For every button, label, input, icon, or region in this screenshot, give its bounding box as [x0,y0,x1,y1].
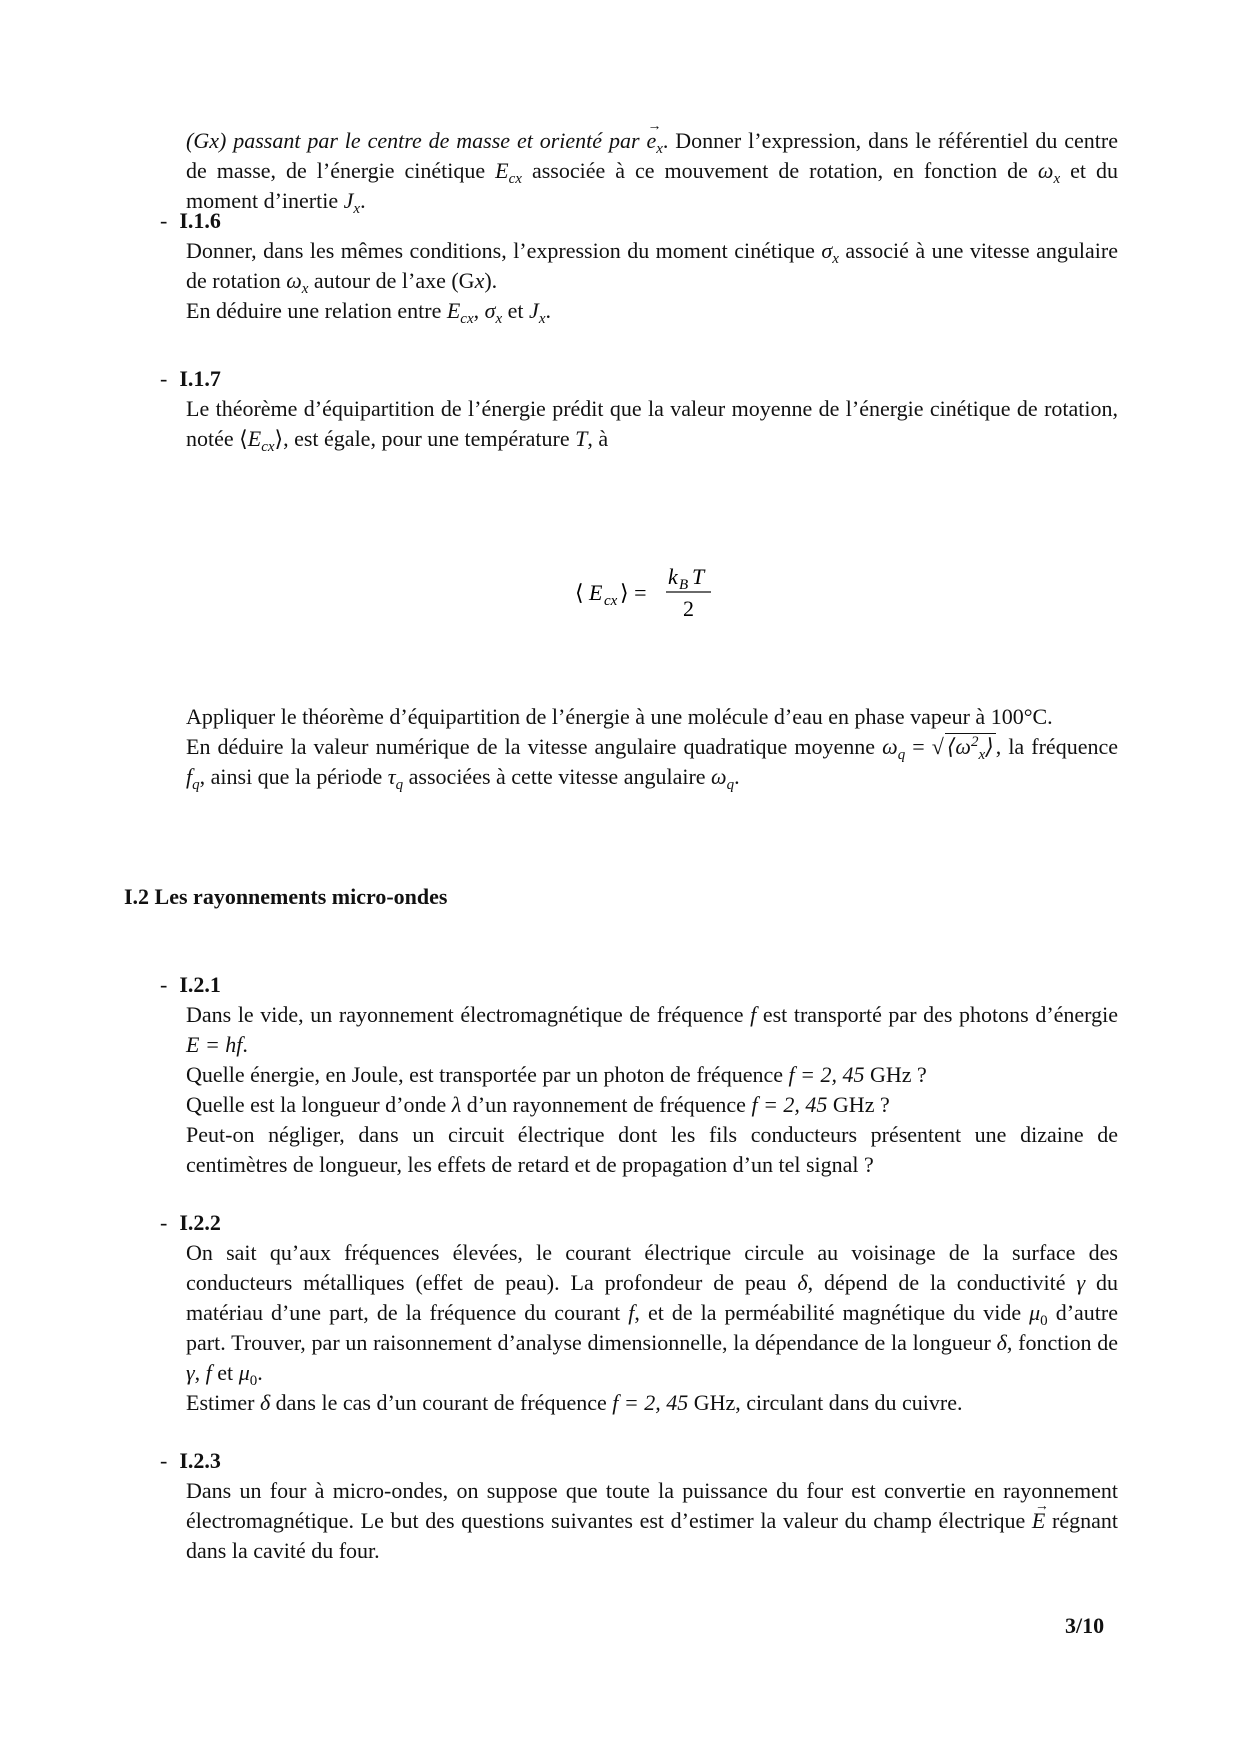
text-run: est transporté par des photons d’énergie [756,1002,1118,1027]
equation-svg [0,548,1240,628]
math-symbol: E [446,298,461,323]
text-run: , fonction de [1006,1330,1118,1355]
question-body-i-2-2 [186,1238,1118,1418]
text-run: Quelle est la longueur d’onde [186,1092,452,1117]
equation-lhs-sub: cx [604,593,618,609]
subscript: cx [460,311,474,327]
text-run: , ainsi que la période [199,764,388,789]
text-run: ⟩, est égale, pour une température [274,426,576,451]
paragraph: Peut-on négliger, dans un circuit électrique dont les fils conducteurs présentent une dizaine de centimètres de longueur, les effets de retard et de propagation d’un tel signal ? [186,1122,1118,1177]
math-symbol: ω [711,764,727,789]
text-run: , [473,298,485,323]
superscript: 2 [970,734,979,750]
text-run: Estimer [186,1390,260,1415]
math-symbol: T [575,426,588,451]
equation-lhs-e: E [589,580,603,605]
text-run: , [194,1360,206,1385]
text-run: GHz, circulant dans du cuivre. [688,1390,963,1415]
text-run: (Gx) passant par le centre de masse et orienté par [186,128,647,153]
math-symbol: f [628,1300,635,1325]
text-run: du matériau d’une part, de la fréquence du courant [186,1270,1119,1325]
math-symbol: J [343,188,354,213]
subscript: cx [261,439,275,455]
list-dash: - [160,208,168,233]
math-symbol: ⟨ω [946,734,971,759]
subscript: q [192,777,200,793]
text-run: et [211,1360,239,1385]
question-label: I.1.6 [179,208,221,233]
text-run: dans le cas d’un courant de fréquence [270,1390,613,1415]
list-dash: - [160,1448,168,1473]
text-run: , à [587,426,609,451]
text-run: . [360,188,366,213]
text-run: En déduire une relation entre [186,298,447,323]
subscript: x [1053,171,1061,187]
math-symbol: δ [996,1330,1007,1355]
text-run: GHz ? [827,1092,890,1117]
math-symbol: E [495,158,509,183]
math-symbol: f [205,1360,212,1385]
math-symbol: ω [882,734,898,759]
text-run: d’un rayonnement de fréquence [461,1092,752,1117]
text-run: On sait qu’aux fréquences élevées, le courant électrique circule au voisinage de la surface des conducteurs métalliques (effet de peau). La profondeur de peau [186,1240,1118,1295]
math-symbol: δ [797,1270,808,1295]
vector-e-field: → E [1032,1506,1045,1536]
vector-e: → e [646,126,656,156]
subscript: 0 [249,1373,258,1389]
text-run: ). [484,268,498,293]
subscript: x [656,141,663,157]
list-dash: - [160,366,168,391]
section-title: I.2 Les rayonnements micro-ondes [124,884,448,909]
text-run: Quelle énergie, en Joule, est transportée par un photon de fréquence [186,1062,789,1087]
text-run: . [257,1360,263,1385]
math-expression: f = 2, 45 [788,1062,865,1087]
list-dash: - [160,1210,168,1235]
text-run: et [502,298,530,323]
question-heading-i-1-6 [160,206,221,236]
paragraph: Appliquer le théorème d’équipartition de l’énergie à une molécule d’eau en phase vapeur à 100°C. [186,704,1053,729]
sqrt-argument [945,733,996,763]
text-run: . Donner l’expression, dans le référentiel du centre de masse, de l’énergie cinétique [186,128,1118,183]
equation-lhs-close: ⟩ = [620,580,647,605]
math-symbol: ⟩ [985,734,994,759]
text-run: régnant dans la cavité du four. [186,1508,1119,1563]
equation-num-t: T [692,564,705,589]
text-run: d’autre part. Trouver, par un raisonnement d’analyse dimensionnelle, la dépendance de la longueur [186,1300,1118,1355]
intro-paragraph [186,126,1118,216]
question-label: I.2.2 [179,1210,221,1235]
question-heading-i-2-2 [160,1208,221,1238]
math-symbol: f [186,764,193,789]
subscript: x [832,251,839,267]
equipartition-equation [0,548,1240,628]
text-run: , et de la perméabilité magnétique du vide [634,1300,1030,1325]
subscript: q [395,777,404,793]
subscript: x [301,281,309,297]
text-run: autour de l’axe (G [308,268,475,293]
list-dash: - [160,972,168,997]
math-expression: f = 2, 45 [612,1390,689,1415]
text-run: et du moment d’inertie [186,158,1118,213]
math-symbol: σ [484,298,496,323]
subscript: x [495,311,503,327]
text-run: associé à une vitesse angulaire de rotation [186,238,1119,293]
math-expression: E = hf [186,1032,243,1057]
equation-denominator: 2 [683,596,694,621]
text-run: associées à cette vitesse angulaire [403,764,712,789]
math-symbol: λ [451,1092,462,1117]
text-run: En déduire la valeur numérique de la vitesse angulaire quadratique moyenne [186,734,883,759]
text-run: Dans le vide, un rayonnement électromagnétique de fréquence [186,1002,751,1027]
subscript: x [538,311,546,327]
math-symbol: J [529,298,539,323]
question-body-i-2-3 [186,1476,1118,1566]
text-run: . [734,764,740,789]
equation-num-sub: B [679,577,689,593]
math-symbol: μ [1029,1300,1041,1325]
text-run: . [545,298,551,323]
text-run: Le théorème d’équipartition de l’énergie prédit que la valeur moyenne de l’énergie cinétique de rotation, notée ⟨ [186,396,1118,451]
question-heading-i-2-3 [160,1446,221,1476]
sqrt-sign: = √ [905,734,944,759]
math-symbol: f [750,1002,757,1027]
math-symbol: τ [387,764,396,789]
question-body-i-1-6 [186,236,1118,326]
math-symbol: δ [259,1390,271,1415]
subscript: 0 [1040,1313,1048,1329]
text-run: Dans un four à micro-ondes, on suppose que toute la puissance du four est convertie en rayonnement électromagnétique. Le but des questions suivantes est d’estimer la valeur du champ électrique [186,1478,1118,1533]
math-symbol: E [247,426,262,451]
subscript: cx [508,171,522,187]
question-body-i-1-7-continued [186,702,1118,792]
text-run: , dépend de la conductivité [807,1270,1077,1295]
math-expression: f = 2, 45 [751,1092,828,1117]
subscript: q [897,747,906,763]
text-run: . [242,1032,248,1057]
question-body-i-2-1 [186,1000,1118,1180]
math-symbol: γ [186,1360,195,1385]
text-run: , la fréquence [995,734,1118,759]
subscript: x [353,201,361,217]
subscript: q [726,777,735,793]
question-heading-i-2-1 [160,970,221,1000]
text-run: Donner, dans les mêmes conditions, l’expression du moment cinétique [186,238,822,263]
text-run: associée à ce mouvement de rotation, en fonction de [521,158,1038,183]
math-symbol: σ [821,238,833,263]
question-heading-i-1-7 [160,364,221,394]
text-run: GHz ? [864,1062,927,1087]
math-symbol: ω [1037,158,1054,183]
math-symbol: ω [286,268,302,293]
question-body-i-1-7 [186,394,1118,454]
subscript: x [978,747,986,763]
question-label: I.2.3 [179,1448,221,1473]
math-symbol: x [474,268,485,293]
math-symbol: μ [238,1360,250,1385]
math-symbol: γ [1076,1270,1086,1295]
page-number: 3/10 [1065,1613,1105,1638]
question-label: I.2.1 [179,972,221,997]
question-label: I.1.7 [179,366,221,391]
equation-num-k: k [668,564,678,589]
equation-lhs-open: ⟨ [575,580,584,605]
